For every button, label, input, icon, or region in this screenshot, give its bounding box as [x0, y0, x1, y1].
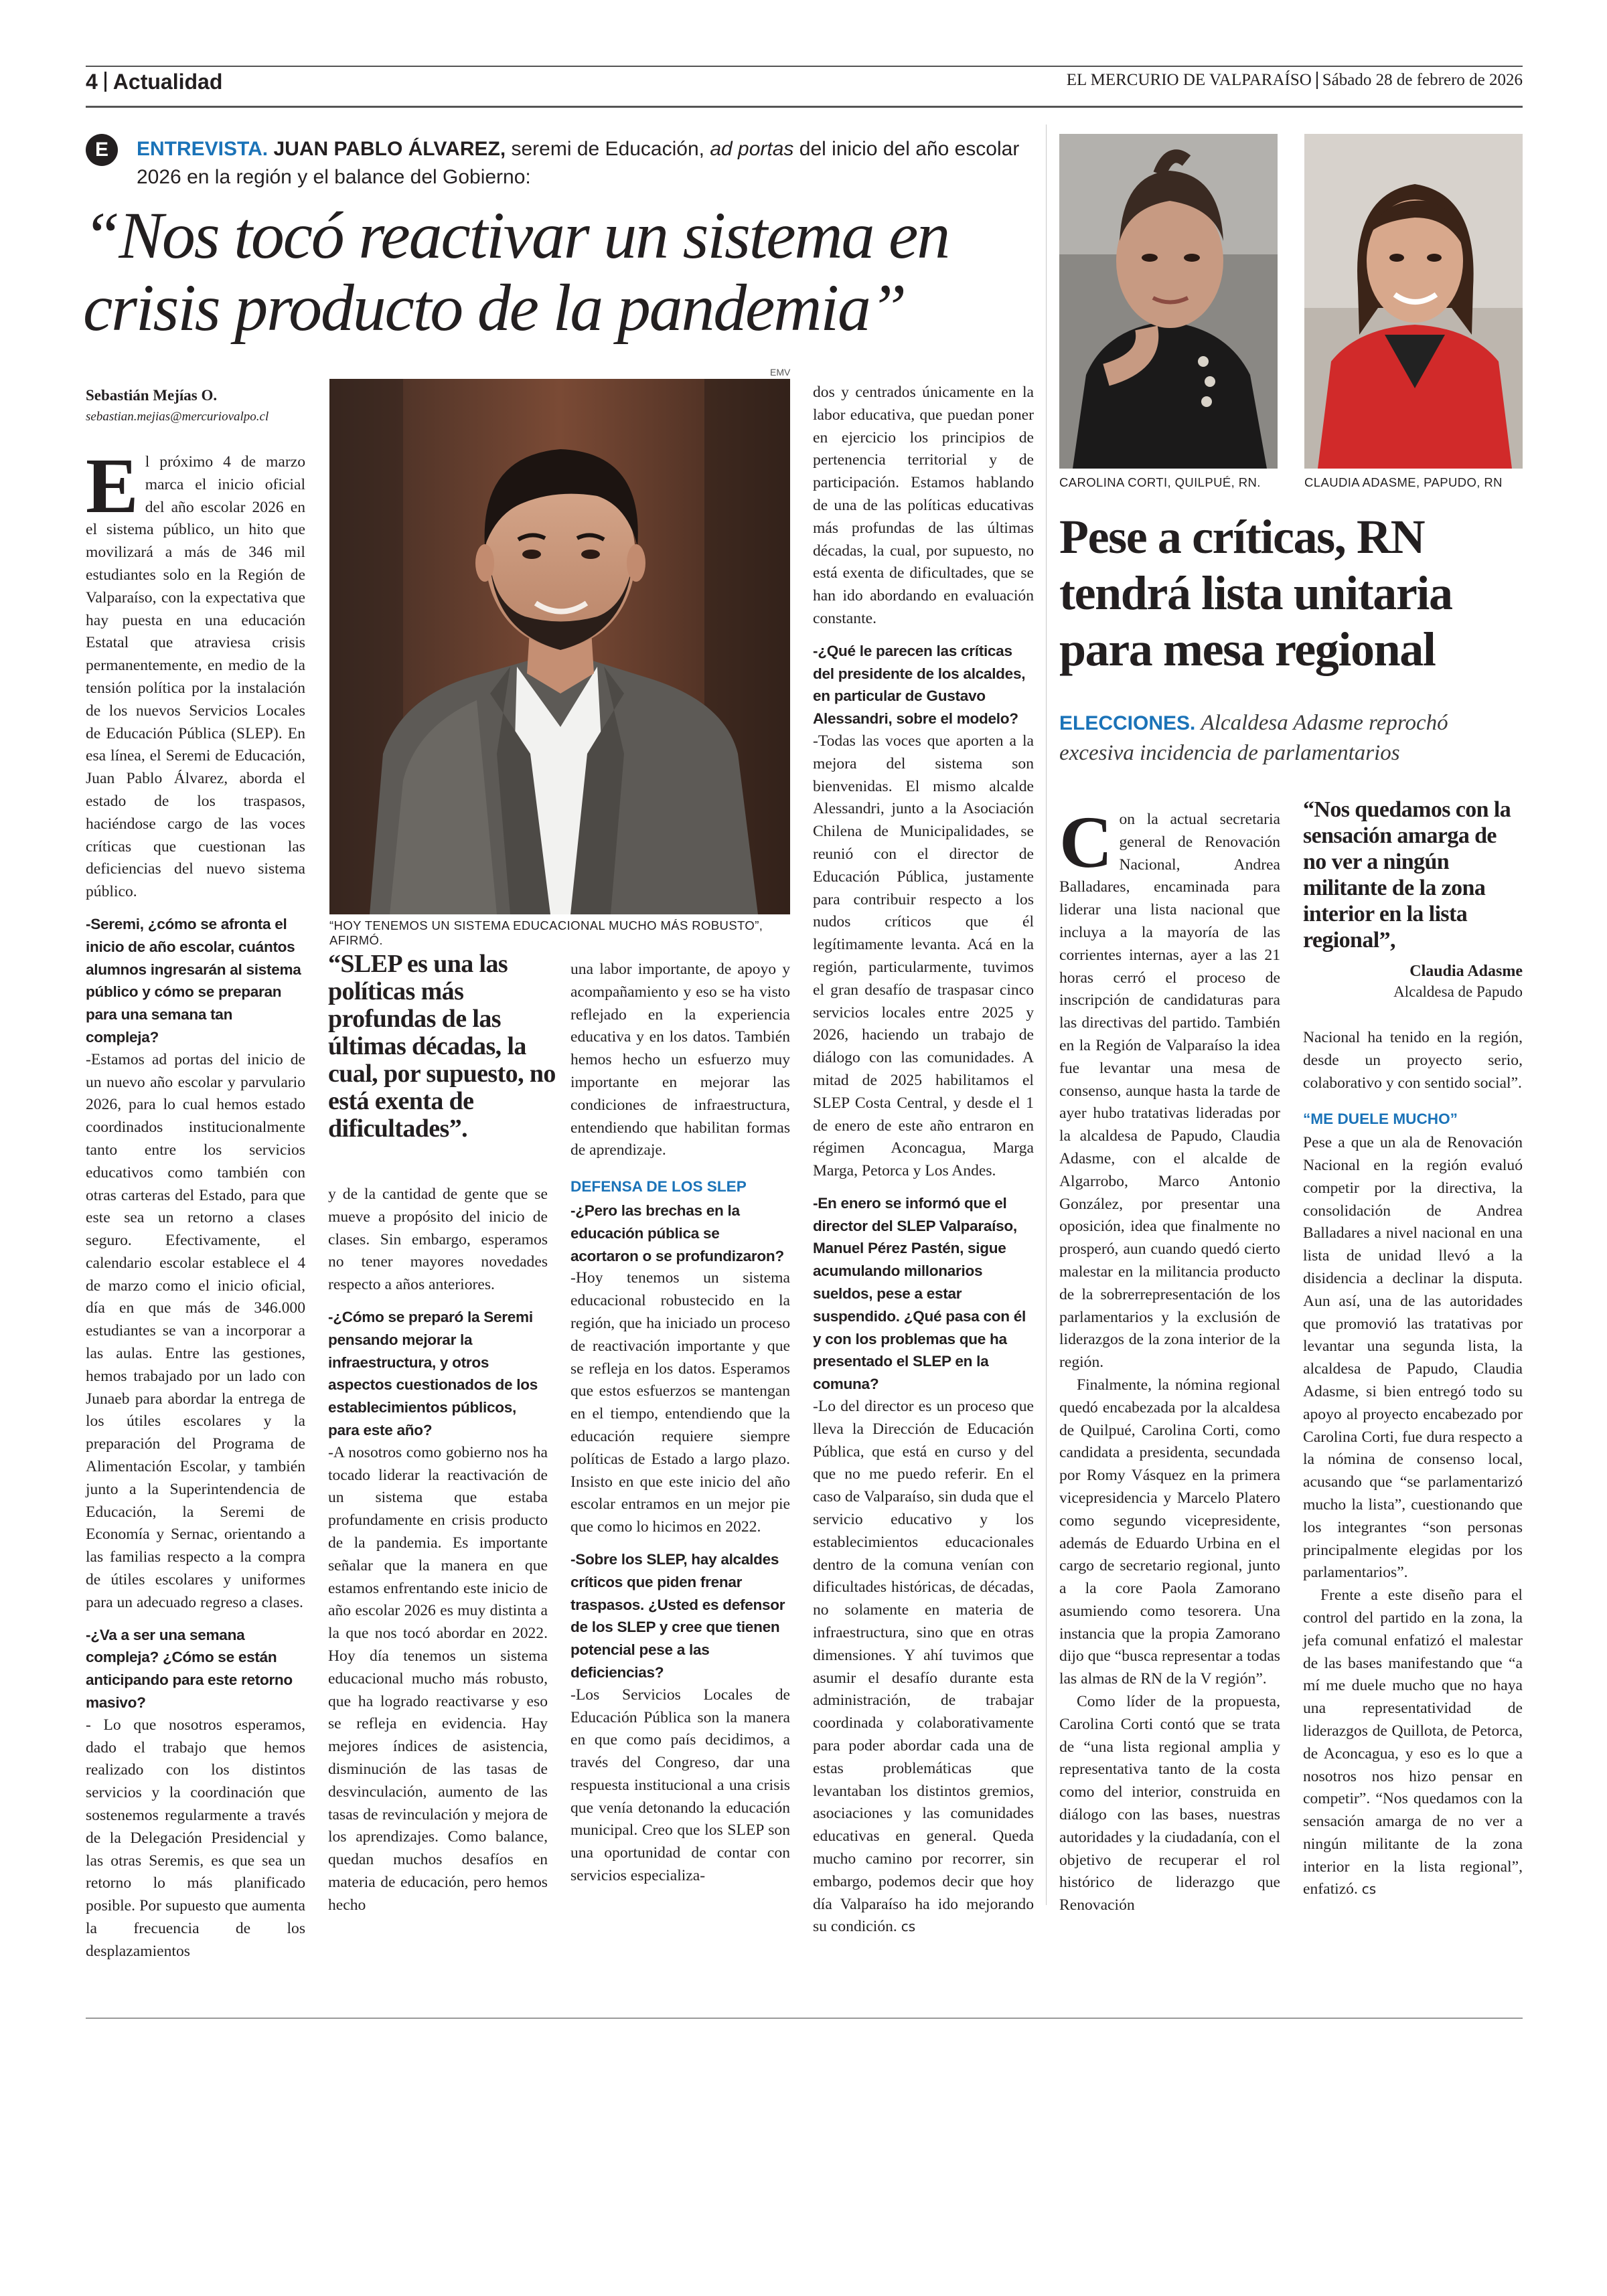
question: -¿Qué le parecen las críticas del presidente de los alcaldes, en particular de Gustavo Alessandri, sobre el modelo?: [813, 642, 1026, 728]
side-subhead: “ME DUELE MUCHO”: [1303, 1111, 1458, 1128]
section-badge: [86, 134, 118, 166]
paragraph: [1303, 1584, 1523, 1901]
main-headline: “Nos tocó reactivar un sistema en crisis producto de la pandemia”: [83, 198, 949, 345]
main-kicker: [137, 135, 1034, 191]
side-kicker-text: Alcaldesa Adasme reprochó excesiva incidencia de parlamentarios: [1059, 711, 1448, 765]
side-intro: on la actual secretaria general de Renovación Nacional, Andrea Balladares, encaminada para liderar una lista nacional que incluya a la mayoría de las corrientes internas, ayer a las 21 horas cerró el proceso de inscripción de candidaturas para las directivas del partido. También en la Región de Valparaíso la idea fue levantar una mesa de consenso, aunque hasta la tarde de ayer hubo tratativas lideradas por la alcaldesa de Papudo, Claudia Adasme, con el alcalde de Algarrobo, Marco Antonio González, por presentar una oposición, idea que finalmente no prosperó, aun cuando quedó cierto malestar en la militancia producto de la sobrerrepresentación de los parlamentarios y la exclusión de liderazgos de la zona interior de la región.: [1059, 811, 1280, 1372]
photo1-caption: CAROLINA CORTI, QUILPUÉ, RN.: [1059, 475, 1261, 489]
photo-carolina-corti: [1059, 134, 1278, 469]
portrait-woman-1-illustration: [1059, 134, 1278, 469]
pull-quote: “SLEP es una las políticas más profundas de las últimas décadas, la cual, por supuesto, no está exenta de dificultades”.: [328, 950, 556, 1143]
question: -En enero se informó que el director del SLEP Valparaíso, Manuel Pérez Pastén, sigue acumulando millonarios sueldos, pese a estar suspendido. ¿Qué pasa con él y con los problemas que ha presentado el SLEP en la comuna?: [813, 1194, 1026, 1393]
section-badge-letter: E: [94, 139, 108, 161]
main-col-1: [86, 442, 305, 1963]
photo-credit: EMV: [770, 367, 791, 378]
quote-author: Claudia Adasme: [1409, 963, 1523, 980]
side-quote: [1303, 797, 1523, 1001]
paragraph: una labor importante, de apoyo y acompañamiento y eso se ha visto reflejado en la experiencia educativa y en los datos. También hemos hecho un esfuerzo muy importante en mejorar las condiciones de infraestructura, entendiendo que habilitan formas de aprendizaje.: [570, 961, 790, 1159]
answer: -A nosotros como gobierno nos ha tocado liderar la reactivación de un sistema que estaba profundamente en crisis producto de la pandemia. Es importante señalar que la manera en que estamos enfrentando este inicio de año escolar 2026 es muy distinta a la que nos tocó abordar en 2022. Hoy día tenemos un sistema educacional mucho más robusto, que ha logrado reactivarse y eso se refleja en evidencia. Hay mejores índices de asistencia, disminución de las tasas de desvinculación, aumento de las tasas de revinculación y mejora de los aprendizajes. Como balance, quedan muchos desafíos en materia de educación, pero hemos hecho: [328, 1443, 548, 1914]
photo2-caption: CLAUDIA ADASME, PAPUDO, RN: [1304, 475, 1503, 489]
quote-role: Alcaldesa de Papudo: [1393, 983, 1523, 1000]
page-header-right: [1067, 71, 1523, 90]
main-photo-caption: “HOY TENEMOS UN SISTEMA EDUCACIONAL MUCHO MÁS ROBUSTO”, AFIRMÓ.: [329, 918, 763, 947]
drop-cap: E: [86, 442, 139, 529]
bottom-rule: [86, 2018, 1523, 2019]
kicker-name: JUAN PABLO ÁLVAREZ,: [273, 138, 506, 160]
article-divider: [1046, 125, 1047, 1905]
portrait-man-illustration: [329, 379, 790, 914]
portrait-woman-2-illustration: [1304, 134, 1523, 469]
section-name: Actualidad: [112, 69, 223, 94]
side-kicker: [1059, 708, 1528, 768]
byline-name: Sebastián Mejías O.: [86, 387, 218, 404]
answer: -Los Servicios Locales de Educación Pública son la manera en que como país decidimos, a través del Congreso, dar una respuesta institucional a una crisis que venía detonando la educación municipal. Creo que los SLEP son una oportunidad de contar con servicios especializa-: [570, 1686, 790, 1885]
side-drop-cap: C: [1059, 801, 1113, 883]
kicker-text-2: del inicio del año escolar 2026 en la región y el balance del Gobierno:: [137, 138, 1020, 188]
subhead: DEFENSA DE LOS SLEP: [570, 1178, 747, 1196]
question: -¿Cómo se preparó la Seremi pensando mejorar la infraestructura, y otros aspectos cuestionados de los establecimientos públicos, para este año?: [328, 1308, 538, 1439]
side-col-2: [1303, 1027, 1523, 1901]
end-mark: cs: [901, 1918, 916, 1935]
side-headline: Pese a críticas, RN tendrá lista unitaria para mesa regional: [1059, 510, 1452, 676]
newspaper-name: EL MERCURIO DE VALPARAÍSO: [1066, 71, 1312, 89]
side-kicker-label: ELECCIONES.: [1059, 712, 1196, 734]
byline-email: sebastian.mejias@mercuriovalpo.cl: [86, 410, 269, 424]
kicker-text-1: seremi de Educación,: [511, 138, 704, 160]
side-quote-text: “Nos quedamos con la sensación amarga de no ver a ningún militante de la zona interior en la lista regional”,: [1303, 797, 1511, 953]
question: -Seremi, ¿cómo se afronta el inicio de año escolar, cuántos alumnos ingresarán al sistema público y cómo se preparan para una semana tan compleja?: [86, 915, 301, 1046]
paragraph: Nacional ha tenido en la región, desde un proyecto serio, colaborativo y con sentido social”.: [1303, 1029, 1523, 1092]
paragraph: dos y centrados únicamente en la labor educativa, que puedan poner en ejercicio los principios de pertenencia territorial y de participación. Estamos hablando de una de las políticas educativas más profundas de las últimas décadas, la cual, por supuesto, no está exenta de dificultades, que se han ido abordando en evaluación constante.: [813, 384, 1034, 627]
answer-text: -Lo del director es un proceso que lleva la Dirección de Educación Pública, que está en curso y del que no me puedo referir. En el caso de Valparaíso, sin duda que el servicio educativo y los establecimientos educacionales dentro de la comuna venían con dificultades históricas, de décadas, no solamente en materia de infraestructura, sino que en otras dimensiones. Y ahí tuvimos que asumir el desafío durante esta administración, de trabajar coordinada y colaborativamente para poder abordar cada una de estas problemáticas que levantaban los distintos gremios, asociaciones y las comunidades educativas en general. Queda mucho camino por recorrer, sin embargo, podemos decir que hoy día Valparaíso ha ido mejorando su condición.: [813, 1398, 1034, 1936]
kicker-label: ENTREVISTA.: [137, 138, 269, 160]
answer: -Hoy tenemos un sistema educacional robustecido en la región, que ha iniciado un proceso de reactivación importante y que se refleja en los datos. Esperamos que estos esfuerzos se mantengan en el tiempo, entendiendo que la educación requiere siempre políticas de Estado a largo plazo. Insisto en que este inicio del año escolar entramos en un mejor pie que como lo hicimos en 2022.: [570, 1269, 790, 1536]
intro-text: l próximo 4 de marzo marca el inicio oficial del año escolar 2026 en el sistema público, un hito que movilizará a más de 346 mil estudiantes solo en la Región de Valparaíso, con la expectativa que hay puesta en una educación Estatal que atraviesa crisis permanentemente, en medio de la tensión política por la instalación de los nuevos Servicios Locales de Educación Pública (SLEP). En esa línea, el Seremi de Educación, Juan Pablo Álvarez, aborda el estado de los traspasos, haciéndose cargo de las voces críticas que cuestionan las deficiencias del nuevo sistema público.: [86, 453, 305, 901]
paragraph: Finalmente, la nómina regional quedó encabezada por la alcaldesa de Quilpué, Carolina Corti, como candidata a presidenta, secundada por Romy Vásquez en la primera vicepresidencia y Marcelo Platero como segundo vicepresidente, además de Eduardo Urbina en el cargo de secretario regional, junto a la core Paola Zamorano asumiendo como tesorera. Una instancia que la propia Zamorano dijo que “busca representar a todas las almas de RN de la V región”.: [1059, 1376, 1280, 1688]
end-mark: cs: [1361, 1881, 1377, 1898]
side-col-1: [1059, 801, 1280, 1917]
answer: - Lo que nosotros esperamos, dado el trabajo que hemos realizado con los distintos servicios y la coordinación que sostenemos regularmente a través de la Delegación Presidencial y las otras Seremis, es que sea un retorno lo más planificado posible. Por supuesto que aumenta la frecuencia de los desplazamientos: [86, 1716, 305, 1960]
photo-claudia-adasme: [1304, 134, 1523, 469]
main-col-3: [570, 959, 790, 1888]
page-header-left: [86, 68, 222, 95]
page-number: 4: [86, 69, 98, 94]
question: -¿Va a ser una semana compleja? ¿Cómo se están anticipando para este retorno masivo?: [86, 1626, 293, 1712]
kicker-italic: ad portas: [710, 138, 794, 160]
answer: -Todas las voces que aporten a la mejora del sistema son bienvenidas. El mismo alcalde Alessandri, junto a la Asociación Chilena de Municipalidades, se reunió con el director de Educación Pública, justamente para contribuir respecto a los nudos críticos que él legítimamente levanta. Acá en la región, particularmente, tuvimos el gran desafío de traspasar cinco servicios locales entre 2025 y 2026, haciendo un trabajo de diálogo con las comunidades. A mitad de 2025 habilitamos el SLEP Costa Central, y desde el 1 de enero de este año entraron en régimen Aconcagua, Marga Marga, Petorca y Los Andes.: [813, 732, 1034, 1180]
main-col-2: [328, 1183, 548, 1917]
main-photo: [329, 379, 790, 914]
main-col-4: [813, 382, 1034, 1939]
answer: [813, 1396, 1034, 1939]
paragraph-text: Frente a este diseño para el control del partido en la zona, la jefa comunal enfatizó el malestar de las bases manifestando que “a mí me duele mucho que no haya una representatividad de liderazgos de Quillota, de Petorca, de Aconcagua, y eso es lo que a nosotros nos hizo pensar en competir”. “Nos quedamos con la sensación amarga de no ver a ningún militante de la zona interior en la lista regional”, enfatizó.: [1303, 1586, 1523, 1898]
issue-date: Sábado 28 de febrero de 2026: [1322, 71, 1523, 89]
question: -Sobre los SLEP, hay alcaldes críticos que piden frenar traspasos. ¿Usted es defensor de los SLEP y cree que tienen potencial pese a las deficiencias?: [570, 1550, 785, 1681]
question: -¿Pero las brechas en la educación pública se acortaron o se profundizaron?: [570, 1202, 784, 1264]
paragraph: Pese a que un ala de Renovación Nacional en la región evaluó competir por la directiva, la consolidación de Andrea Balladares a nivel nacional en una lista de unidad llevó a la disidencia a declinar la disputa. Aun así, una de las autoridades que promovió las tratativas por levantar una segunda lista, la alcaldesa de Papudo, Claudia Adasme, si bien entregó todo su apoyo al proyecto encabezado por Carolina Corti, fue dura respecto a la nómina de consenso local, acusando que “se parlamentarizó mucho la lista”, cuestionando que los integrantes “son personas principalmente elegidas por los parlamentarios”.: [1303, 1134, 1523, 1582]
answer: -Estamos ad portas del inicio de un nuevo año escolar y parvulario 2026, para lo cual hemos estado coordinados institucionalmente tanto entre los servicios educativos como también con otras carteras del Estado, para que este sea un retorno a clases seguro. Efectivamente, el calendario escolar establece el 4 de marzo como el inicio oficial, día en que más de 346.000 estudiantes se van a incorporar a las aulas. Entre las gestiones, hemos trabajado por un lado con Junaeb para abordar la entrega de los útiles escolares y la preparación del Programa de Alimentación Escolar, y también junto a la Superintendencia de Educación, la Seremi de Economía y Sernac, orientando a las familias respecto a la compra de útiles escolares y uniformes para un adecuado regreso a clases.: [86, 1050, 305, 1611]
paragraph: y de la cantidad de gente que se mueve a propósito del inicio de clases. Sin embargo, esperamos no tener mayores novedades respecto a años anteriores.: [328, 1185, 548, 1294]
paragraph: Como líder de la propuesta, Carolina Corti contó que se trata de “una lista regional amplia y representativa tanto de la costa como del interior, construida en diálogo con las bases, nuestras autoridades y la ciudadanía, con el objetivo de recuperar el rol histórico de liderazgo que Renovación: [1059, 1693, 1280, 1914]
